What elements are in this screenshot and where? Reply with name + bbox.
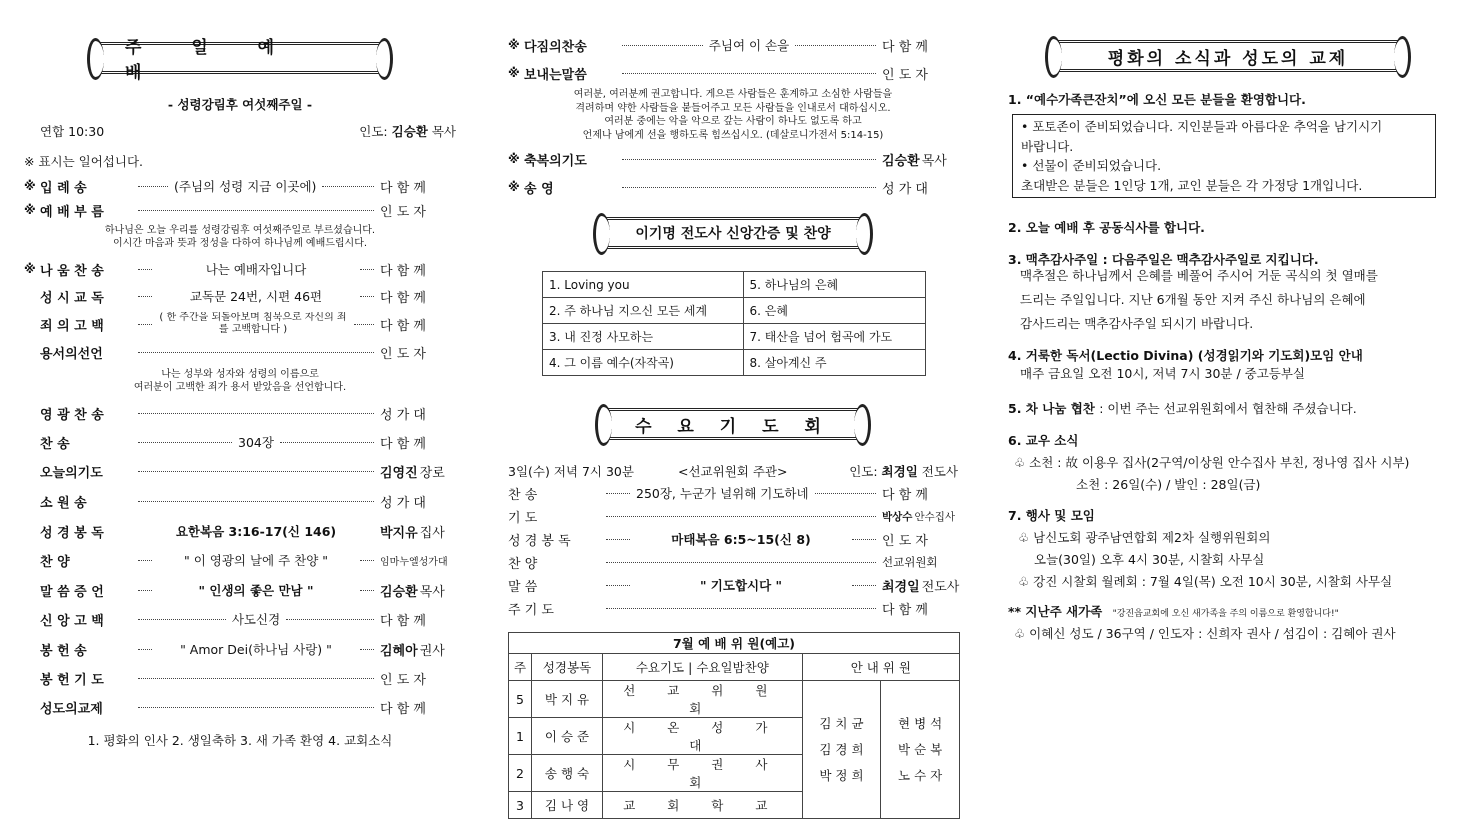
news-3-line: 감사드리는 맥추감사주일 되시기 바랍니다. — [1020, 316, 1254, 331]
order-row-doxology — [508, 176, 958, 198]
ushers-right — [881, 681, 960, 819]
usher-name: 박 정 희 — [819, 767, 864, 783]
news-6-line: ♧ 소천 : 故 이용우 집사(2구역/이상원 안수집사 부친, 정나영 집사 시부) — [1014, 455, 1410, 470]
order-label: 찬 양 — [40, 554, 70, 570]
order-who — [380, 462, 456, 481]
news-2-title: 2. 오늘 예배 후 공동식사를 합니다. — [1008, 220, 1205, 235]
duty-week: 2 — [509, 755, 532, 792]
duty-prayer: 교 회 학 교 — [603, 792, 803, 819]
order-text: 교독문 24번, 시편 46편 — [189, 289, 323, 304]
order-text: 요한복음 3:16-17(신 146) — [175, 524, 337, 539]
worship-title: 주 일 예 배 — [94, 42, 386, 74]
order-who: 다 함 께 — [380, 701, 426, 717]
news-title: 평화의 소식과 성도의 교제 — [1052, 40, 1404, 72]
order-who: 다 함 께 — [380, 263, 426, 279]
order-row-pardon — [24, 341, 456, 363]
wed-row-praise — [508, 551, 958, 573]
worship-leader — [359, 122, 456, 140]
duty-prayer: 선 교 위 원 회 — [603, 681, 803, 718]
duty-week: 5 — [509, 681, 532, 718]
news-1-box — [1012, 114, 1436, 198]
order-label: 신 앙 고 백 — [40, 613, 104, 629]
order-who: 인 도 자 — [380, 346, 426, 362]
order-who: 다 함 께 — [380, 613, 426, 629]
news-5-label: 5. 차 나눔 협찬 — [1008, 401, 1095, 416]
order-label: 죄 의 고 백 — [40, 318, 104, 334]
duty-head: 주 — [509, 654, 532, 681]
news-banner — [1048, 38, 1408, 74]
order-who — [380, 581, 456, 600]
person-name: 박상수 — [882, 510, 913, 523]
stand-mark: ※ — [508, 152, 520, 166]
order-text: 사도신경 — [231, 612, 281, 627]
stand-mark: ※ — [24, 203, 36, 217]
person-title: 목사 — [419, 584, 445, 600]
order-row-scripture — [24, 520, 456, 542]
wed-row-sermon — [508, 574, 958, 596]
news-3-body — [1020, 264, 1378, 336]
order-label: 찬 송 — [40, 436, 70, 452]
order-label: 성 경 봉 독 — [40, 525, 104, 541]
testimony-banner — [508, 215, 958, 251]
order-label: 찬 양 — [508, 556, 538, 572]
news-3-line: 드리는 주일입니다. 지난 6개월 동안 지켜 주신 하나님의 은혜에 — [1020, 292, 1366, 307]
order-row-call — [24, 199, 456, 221]
send-verse-line: 격려하며 약한 사람들을 붙들어주고 모든 사람들을 인내로서 대하십시오. — [575, 102, 891, 114]
order-label: 기 도 — [508, 510, 538, 526]
order-who: 성 가 대 — [882, 181, 928, 197]
order-label: 축복의기도 — [524, 153, 587, 169]
news-5-text: : 이번 주는 선교위원회에서 협찬해 주셨습니다. — [1099, 401, 1357, 416]
pardon-note-line: 여러분이 고백한 죄가 용서 받았음을 선언합니다. — [133, 382, 347, 393]
news-4-body: 매주 금요일 오전 10시, 저녁 7시 30분 / 중고등부실 — [1020, 366, 1306, 381]
order-row-resolve — [508, 34, 958, 56]
news-1-bullet: • 선물이 준비되었습니다. — [1021, 158, 1162, 173]
wednesday-time: 3일(수) 저녁 7시 30분 — [508, 464, 634, 479]
order-label: 성도의교제 — [40, 701, 103, 717]
news-6-line: 소천 : 26일(수) / 발인 : 28일(금) — [1076, 477, 1261, 492]
order-who: 다 함 께 — [882, 487, 928, 503]
stand-mark: ※ — [24, 262, 36, 276]
pardon-note-line: 나는 성부와 성자와 성령의 이름으로 — [161, 369, 319, 380]
stand-mark: ※ — [508, 38, 520, 52]
person-name: 김영진 — [380, 465, 418, 481]
order-label: 다짐의찬송 — [524, 39, 587, 55]
person-title: 전도사 — [921, 579, 960, 595]
order-who: 성 가 대 — [380, 495, 426, 511]
person-title: 장로 — [419, 465, 445, 481]
send-verse-line: 여러분 중에는 악을 악으로 갚는 사람이 하나도 없도록 하고 — [604, 116, 862, 127]
duty-head: 성경봉독 — [532, 654, 603, 681]
song-item: 8. 살아계신 주 — [743, 350, 925, 376]
pardon-note — [24, 368, 456, 394]
leader-name: 김승환 — [391, 124, 428, 139]
order-text: ( 한 주간을 되돌아보며 침묵으로 자신의 죄를 고백합니다 ) — [159, 312, 347, 335]
order-label: 말 씀 증 언 — [40, 584, 104, 600]
song-list — [542, 271, 926, 376]
order-who — [882, 576, 958, 595]
order-row-psalm — [24, 285, 456, 307]
order-row-wish — [24, 490, 456, 512]
order-text: 나는 예배자입니다 — [205, 262, 307, 277]
order-row-prayer — [24, 460, 456, 482]
order-who: 다 함 께 — [380, 290, 426, 306]
stand-mark: ※ — [508, 180, 520, 194]
order-label: 입 례 송 — [40, 180, 87, 196]
send-verse-line: 언제나 남에게 선을 행하도록 힘쓰십시오. (데살로니가전서 5:14-15) — [582, 129, 884, 141]
wednesday-host: <선교위원회 주관> — [678, 464, 788, 479]
news-7-title: 7. 행사 및 모임 — [1008, 508, 1095, 523]
order-who — [882, 150, 958, 169]
order-who: 성 가 대 — [380, 407, 426, 423]
leader-title: 전도사 — [921, 464, 958, 479]
news-7-line: 오늘(30일) 오후 4시 30분, 시찰회 사무실 — [1034, 552, 1265, 567]
person-title: 권사 — [419, 643, 445, 659]
song-item: 5. 하나님의 은혜 — [743, 272, 925, 298]
order-who: 인 도 자 — [882, 533, 928, 549]
worship-subtitle: - 성령강림후 여섯째주일 - — [167, 97, 313, 112]
order-who: 선교위원회 — [882, 555, 938, 569]
order-text: 마태복음 6:5~15(신 8) — [671, 532, 811, 547]
new-family-title — [1008, 602, 1339, 620]
song-item: 7. 태산을 넘어 험곡에 가도 — [743, 324, 925, 350]
order-label: 봉 헌 송 — [40, 643, 87, 659]
order-who: 다 함 께 — [882, 602, 928, 618]
person-name: 박지유 — [380, 525, 418, 541]
order-label: 봉 헌 기 도 — [40, 672, 104, 688]
call-note — [24, 224, 456, 250]
send-verse — [508, 88, 958, 142]
wednesday-leader — [849, 462, 958, 480]
order-label: 성 경 봉 독 — [508, 533, 571, 549]
order-who: 임마누엘성가대 — [380, 556, 448, 568]
person-name: 김혜아 — [380, 643, 418, 659]
order-text: " 이 영광의 날에 주 찬양 " — [183, 553, 328, 568]
order-who: 인 도 자 — [380, 672, 426, 688]
choir-time: 연합 10:30 — [40, 124, 105, 139]
order-label: 나 움 찬 송 — [40, 263, 104, 279]
leader-name: 최경일 — [881, 464, 918, 479]
order-label: 보내는말씀 — [524, 67, 587, 83]
news-5-title — [1008, 399, 1357, 417]
duty-head-label: 수요기도 — [635, 660, 685, 675]
wed-row-scripture — [508, 528, 958, 550]
person-name: 김승환 — [882, 153, 920, 169]
send-verse-line: 여러분, 여러분께 권고합니다. 게으른 사람들은 훈계하고 소심한 사람들을 — [573, 89, 893, 100]
duty-week: 1 — [509, 718, 532, 755]
order-row-hymn-304 — [24, 431, 456, 453]
order-label: 주 기 도 — [508, 602, 554, 618]
usher-name: 김 경 희 — [819, 741, 864, 757]
person-title: 안수집사 — [914, 510, 956, 523]
person-title: 집사 — [419, 525, 445, 541]
order-label: 찬 송 — [508, 487, 538, 503]
duty-reader: 송 행 숙 — [532, 755, 603, 792]
order-who — [380, 640, 456, 659]
song-item: 4. 그 이름 예수(자작곡) — [543, 350, 744, 376]
order-label: 영 광 찬 송 — [40, 407, 104, 423]
wednesday-banner — [508, 406, 958, 442]
wed-row-lords-prayer — [508, 597, 958, 619]
leader-title: 목사 — [431, 124, 456, 139]
news-6-title: 6. 교우 소식 — [1008, 433, 1079, 448]
order-who: 다 함 께 — [882, 39, 928, 55]
order-label: 오늘의기도 — [40, 465, 103, 481]
duty-head-label: 수요일밤찬양 — [696, 660, 769, 675]
order-who: 인 도 자 — [380, 204, 426, 220]
person-title: 목사 — [921, 153, 947, 169]
order-row-hymn — [24, 258, 456, 280]
wednesday-title: 수 요 기 도 회 — [602, 408, 864, 440]
order-who — [380, 522, 456, 541]
news-1-bullet-cont: 초대받은 분들은 1인당 1개, 교인 분들은 각 가정당 1개입니다. — [1021, 177, 1363, 193]
usher-name: 김 치 균 — [819, 715, 864, 731]
order-row-fellowship — [24, 696, 456, 718]
song-item: 2. 주 하나님 지으신 모든 세계 — [543, 298, 744, 324]
call-note-line: 하나님은 오늘 우리를 성령강림후 여섯째주일로 부르셨습니다. — [104, 225, 376, 236]
order-label: 소 원 송 — [40, 495, 87, 511]
order-row-gloria — [24, 402, 456, 424]
order-text: (주님의 성령 지금 이곳에) — [174, 179, 317, 194]
order-label: 말 씀 — [508, 579, 538, 595]
stand-note: ※ 표시는 일어섭니다. — [24, 154, 143, 169]
duty-table — [508, 632, 960, 819]
order-who: 다 함 께 — [380, 180, 426, 196]
order-row-offering-prayer — [24, 667, 456, 689]
new-family-line: ♧ 이혜신 성도 / 36구역 / 인도자 : 신희자 권사 / 섬김이 : 김혜아 권사 — [1014, 626, 1396, 641]
usher-name: 박 순 복 — [898, 741, 943, 757]
order-who — [882, 509, 958, 524]
news-3-title: 3. 맥추감사주일 : 다음주일은 맥추감사주일로 지킵니다. — [1008, 252, 1319, 267]
order-row-send — [508, 62, 958, 84]
order-label: 송 영 — [524, 181, 554, 197]
order-text: " 인생의 좋은 만남 " — [198, 583, 314, 598]
duty-head: 수요기도 | 수요일밤찬양 — [603, 654, 803, 681]
duty-prayer: 시 무 권 사 회 — [603, 755, 803, 792]
order-label: 용서의선언 — [40, 346, 103, 362]
order-text: 250장, 누군가 널위해 기도하네 — [636, 486, 809, 501]
news-1-bullet-cont: 바랍니다. — [1021, 138, 1074, 154]
testimony-title: 이기명 전도사 신앙간증 및 찬양 — [600, 217, 866, 249]
news-4-title: 4. 거룩한 독서(Lectio Divina) (성경읽기와 기도회)모임 안내 — [1008, 348, 1363, 363]
duty-prayer: 시 온 성 가 대 — [603, 718, 803, 755]
order-label: 예 배 부 름 — [40, 204, 104, 220]
duty-week: 3 — [509, 792, 532, 819]
news-7-line: ♧ 남신도회 광주남연합회 제2차 실행위원회의 — [1018, 530, 1271, 545]
song-item: 3. 내 진정 사모하는 — [543, 324, 744, 350]
song-item: 6. 은혜 — [743, 298, 925, 324]
duty-reader: 김 나 영 — [532, 792, 603, 819]
order-who: 다 함 께 — [380, 436, 426, 452]
duty-reader: 박 지 유 — [532, 681, 603, 718]
news-1-title: 1. “예수가족큰잔치”에 오신 모든 분들을 환영합니다. — [1008, 92, 1306, 107]
order-row-benediction — [508, 148, 958, 170]
order-who: 인 도 자 — [882, 67, 928, 83]
ushers-left — [802, 681, 881, 819]
news-1-bullet: • 포토존이 준비되었습니다. 지인분들과 아름다운 추억을 남기시기 — [1021, 119, 1383, 134]
leader-label: 인도: — [849, 464, 878, 479]
stand-mark: ※ — [24, 179, 36, 193]
order-row-confession — [24, 313, 456, 335]
order-text: 주님여 이 손을 — [708, 38, 790, 53]
order-text: " 기도합시다 " — [699, 578, 783, 593]
news-7-line: ♧ 강진 시찰회 월례회 : 7월 4일(목) 오전 10시 30분, 시찰회 사무실 — [1018, 574, 1393, 589]
usher-name: 노 수 자 — [898, 767, 943, 783]
wed-row-prayer — [508, 505, 958, 527]
wed-row-hymn — [508, 482, 958, 504]
order-row-praise — [24, 549, 456, 571]
person-name: 최경일 — [882, 579, 920, 595]
duty-head: 안 내 위 원 — [802, 654, 959, 681]
person-name: 김승환 — [380, 584, 418, 600]
duty-reader: 이 승 준 — [532, 718, 603, 755]
order-row-sermon — [24, 579, 456, 601]
order-text: 304장 — [238, 435, 274, 450]
news-3-line: 맥추절은 하나님께서 은혜를 베풀어 주시어 거둔 곡식의 첫 열매를 — [1020, 268, 1378, 283]
stand-mark: ※ — [508, 66, 520, 80]
order-text: " Amor Dei(하나님 사랑) " — [180, 642, 332, 657]
new-family-label: ** 지난주 새가족 — [1008, 604, 1103, 619]
worship-banner — [24, 38, 456, 83]
leader-label: 인도: — [359, 124, 388, 139]
duty-title: 7월 예 배 위 원(예고) — [509, 633, 960, 654]
order-who: 다 함 께 — [380, 318, 426, 334]
new-family-note: "강진읍교회에 오신 새가족을 주의 이름으로 환영합니다!" — [1112, 609, 1339, 619]
song-item: 1. Loving you — [543, 272, 744, 298]
usher-name: 현 병 석 — [898, 715, 943, 731]
fellowship-items: 1. 평화의 인사 2. 생일축하 3. 새 가족 환영 4. 교회소식 — [87, 733, 393, 748]
order-label: 성 시 교 독 — [40, 290, 104, 306]
order-row-offering — [24, 638, 456, 660]
call-note-line: 이시간 마음과 뜻과 정성을 다하여 하나님께 예배드립시다. — [112, 238, 368, 249]
order-row-entrance — [24, 175, 456, 197]
order-row-creed — [24, 608, 456, 630]
